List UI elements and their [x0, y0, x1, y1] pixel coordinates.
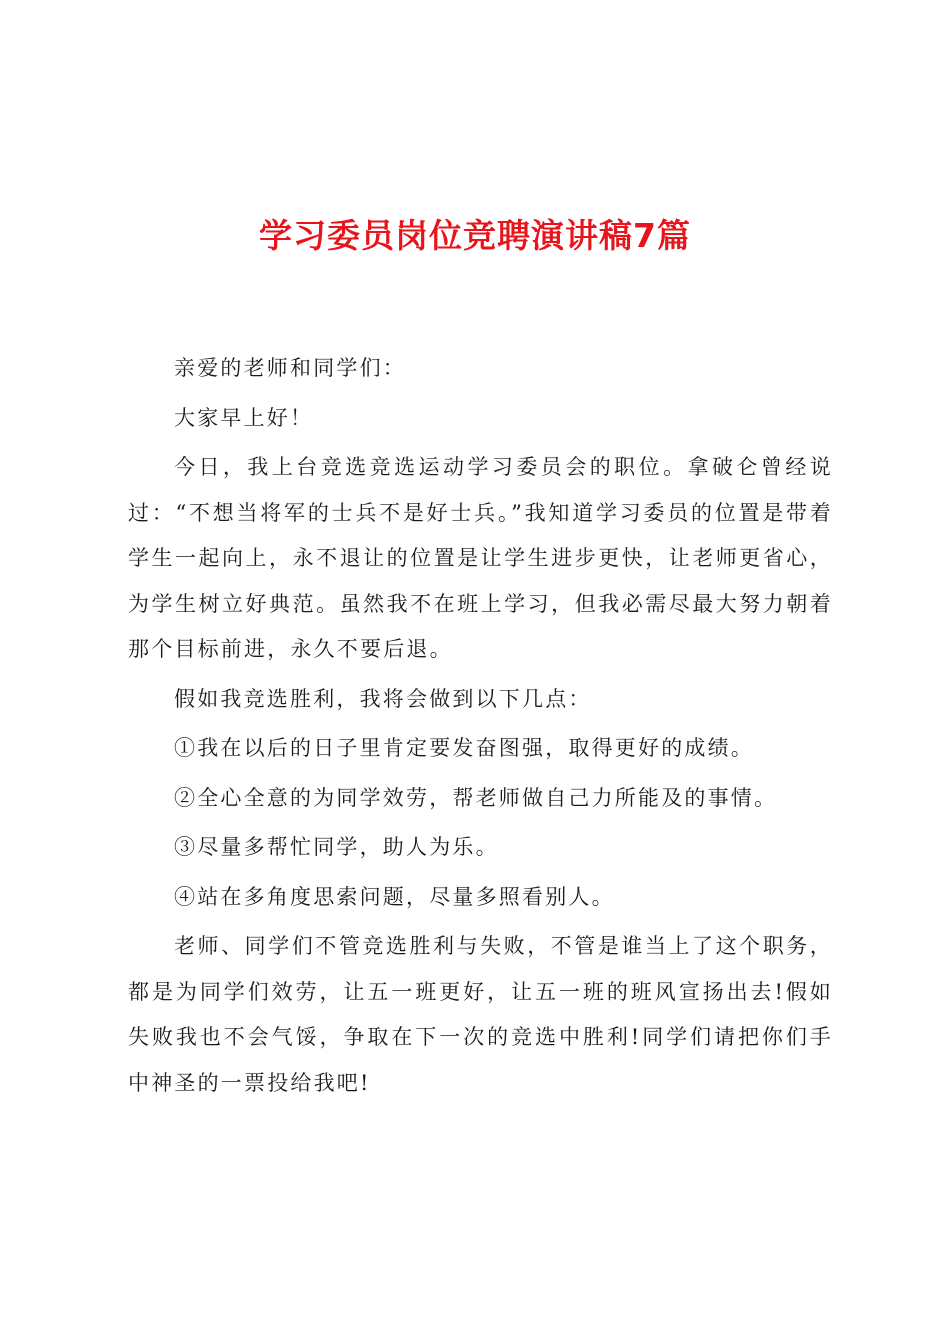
list-item: ②全心全意的为同学效劳，帮老师做自己力所能及的事情。: [174, 785, 778, 810]
document-body: [128, 346, 833, 1110]
greeting: 大家早上好！: [174, 405, 314, 430]
paragraph-closing: 老师、同学们不管竞选胜利与失败，不管是谁当上了这个职务，都是为同学们效劳，让五一班更好，让五一班的班风宣扬出去!假如失败我也不会气馁，争取在下一次的竞选中胜利!同学们请把你们手中神圣的一票投给我吧!: [128, 934, 833, 1095]
salutation: 亲爱的老师和同学们：: [174, 356, 406, 380]
list-item: ①我在以后的日子里肯定要发奋图强，取得更好的成绩。: [174, 736, 754, 760]
page-title: 学习委员岗位竞聘演讲稿7篇: [259, 216, 691, 255]
paragraph-promise: 假如我竞选胜利，我将会做到以下几点：: [174, 686, 592, 711]
list-item: ③尽量多帮忙同学，助人为乐。: [174, 835, 499, 859]
paragraph-intro: 今日，我上台竞选竞选运动学习委员会的职位。拿破仑曾经说过：“不想当将军的士兵不是好士兵。”我知道学习委员的位置是带着学生一起向上，永不退让的位置是让学生进步更快，让老师更省心，为学生树立好典范。虽然我不在班上学习，但我必需尽最大努力朝着那个目标前进，永久不要后退。: [128, 455, 833, 661]
list-item: ④站在多角度思索问题，尽量多照看别人。: [174, 884, 615, 909]
